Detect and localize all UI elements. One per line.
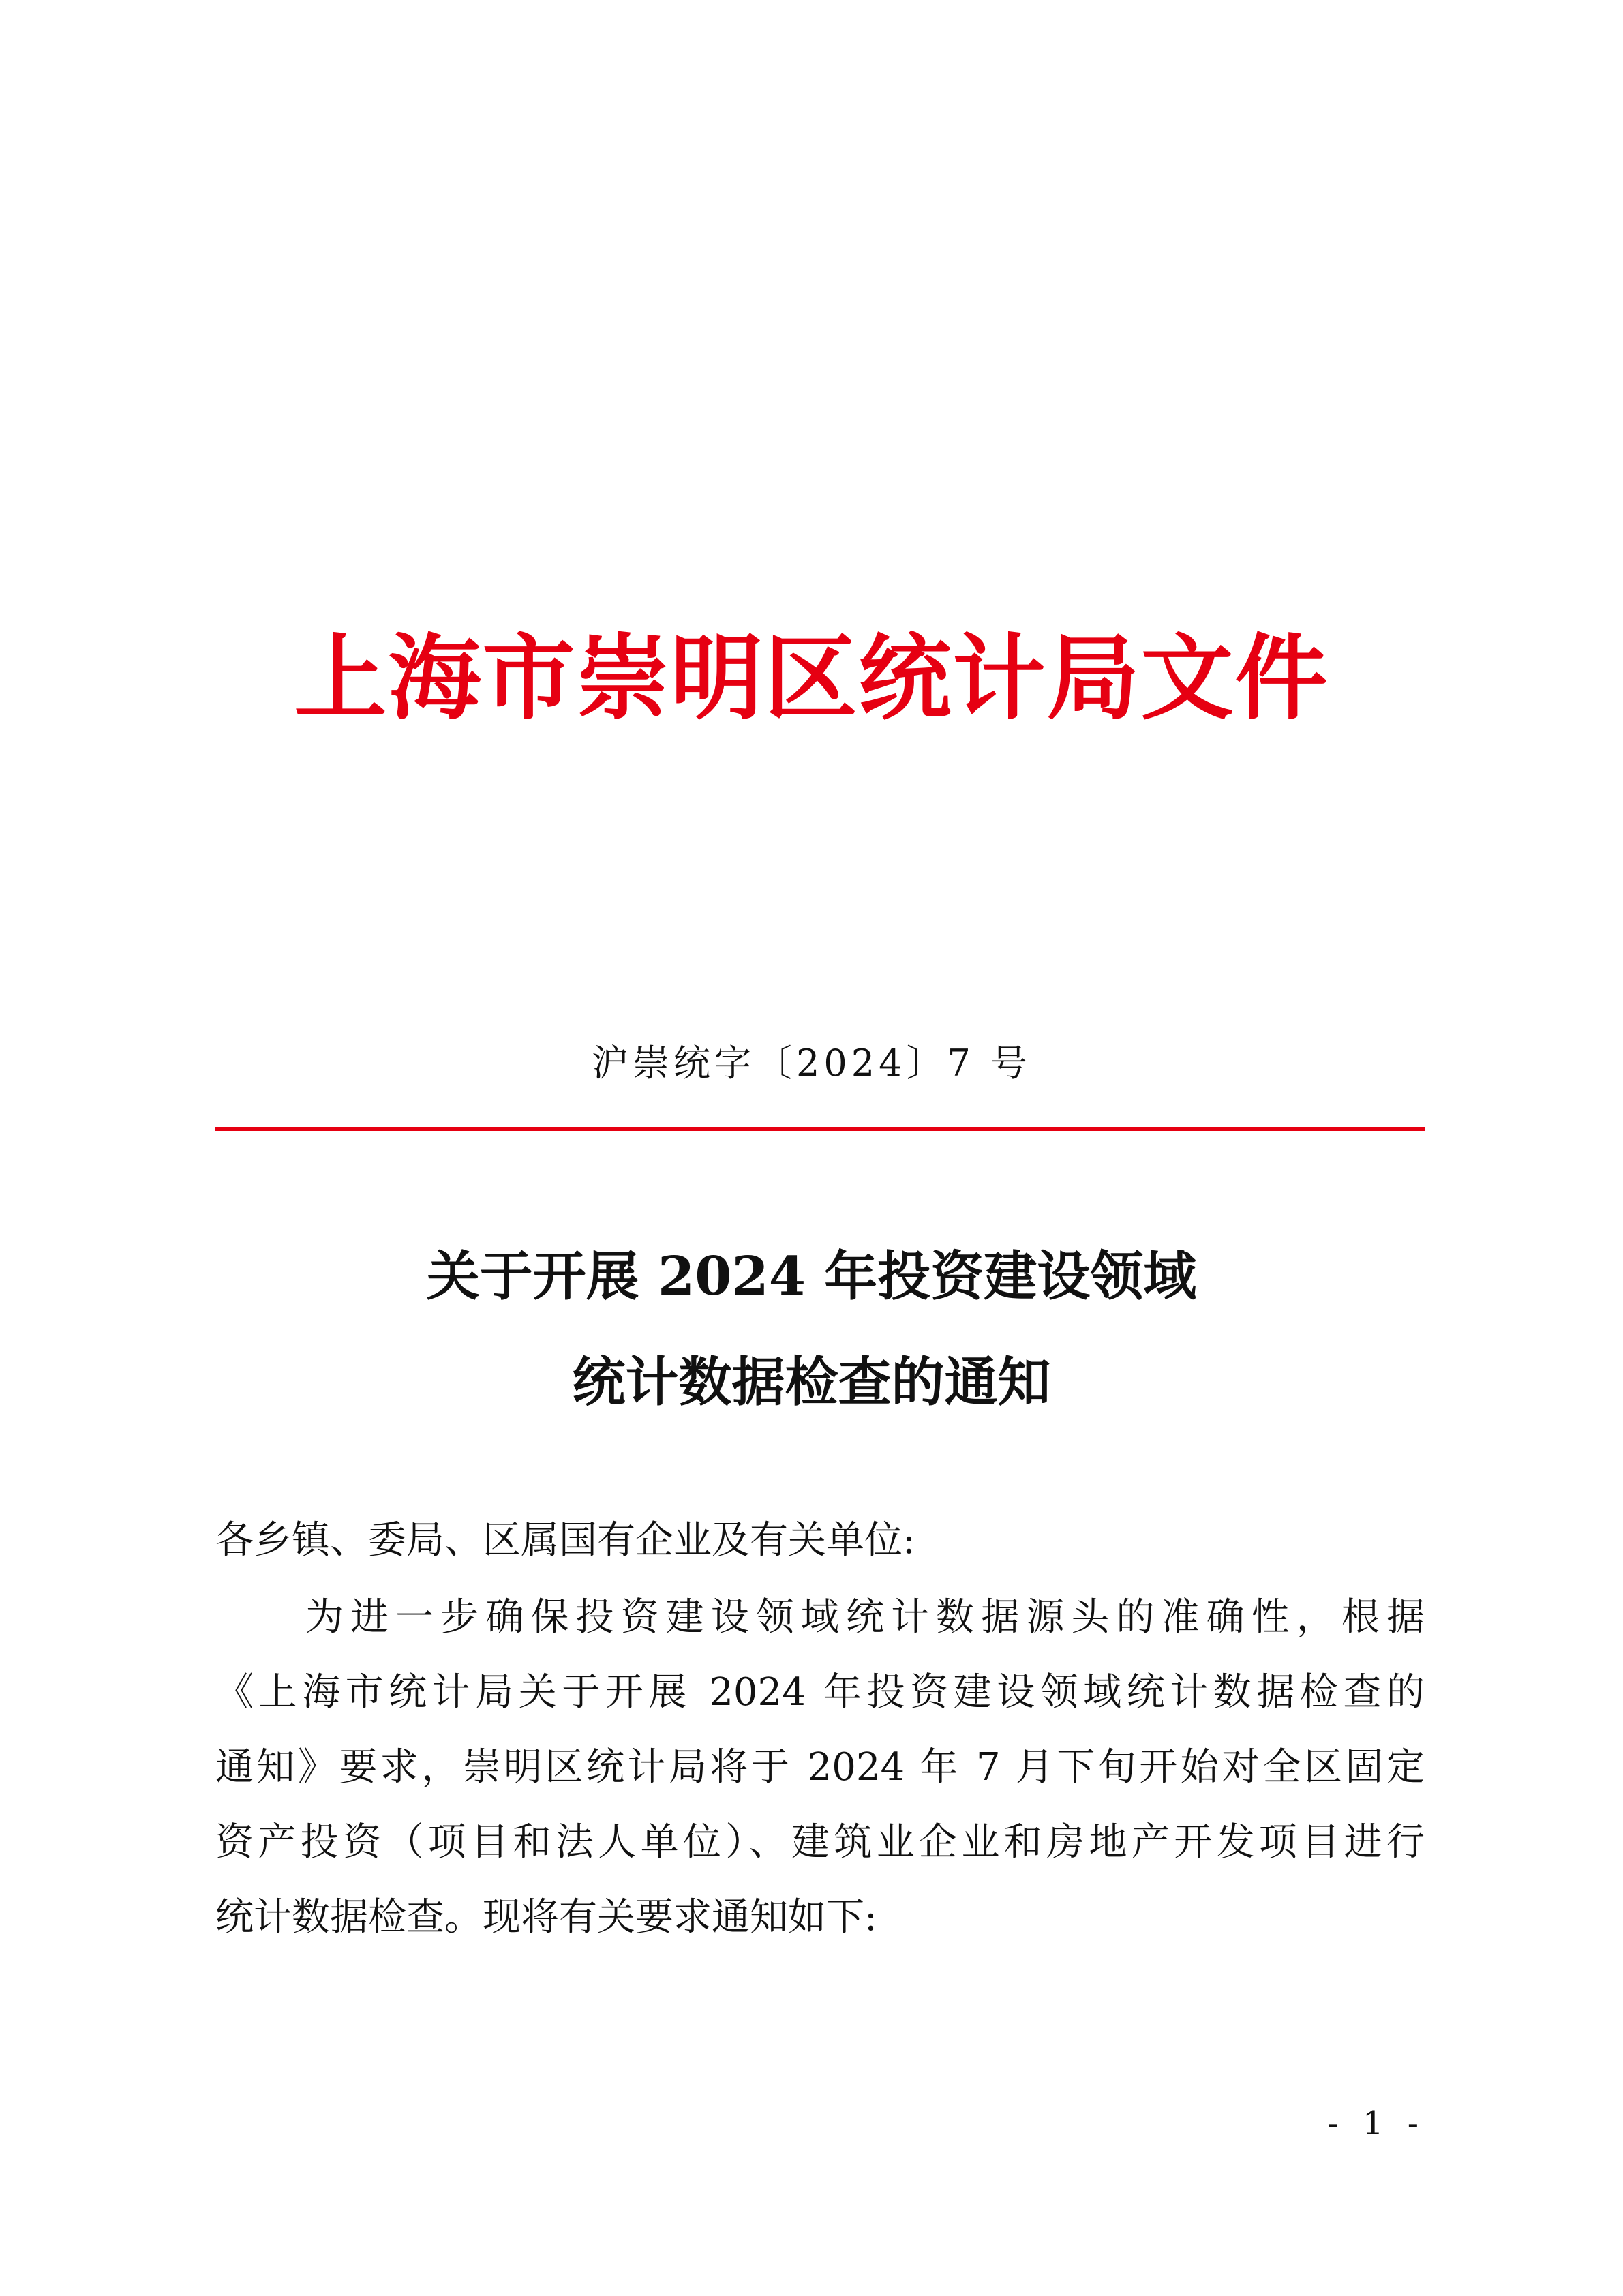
notice-title-line-1: 关于开展 2024 年投资建设领域 [426, 1245, 1197, 1308]
red-divider-line [215, 1127, 1425, 1131]
body-line-2: 《上海市统计局关于开展 2024 年投资建设领域统计数据检查的 [215, 1670, 1425, 1715]
document-number: 沪崇统字〔2024〕7 号 [592, 1042, 1031, 1085]
page-number: - 1 - [1327, 2104, 1425, 2143]
issuing-authority-header: 上海市崇明区统计局文件 [294, 624, 1329, 733]
notice-title [0, 1224, 1623, 1435]
body-line-4: 资产投资（项目和法人单位）、建筑业企业和房地产开发项目进行 [215, 1820, 1425, 1864]
body-paragraph [215, 1580, 1425, 1955]
salutation: 各乡镇、委局、区属国有企业及有关单位: [215, 1518, 915, 1562]
body-line-5: 统计数据检查。现将有关要求通知如下: [215, 1895, 877, 1939]
body-line-1: 为进一步确保投资建设领域统计数据源头的准确性，根据 [305, 1595, 1425, 1640]
body-line-3: 通知》要求，崇明区统计局将于 2024 年 7 月下旬开始对全区固定 [215, 1745, 1425, 1789]
notice-title-line-2: 统计数据检查的通知 [572, 1351, 1051, 1413]
